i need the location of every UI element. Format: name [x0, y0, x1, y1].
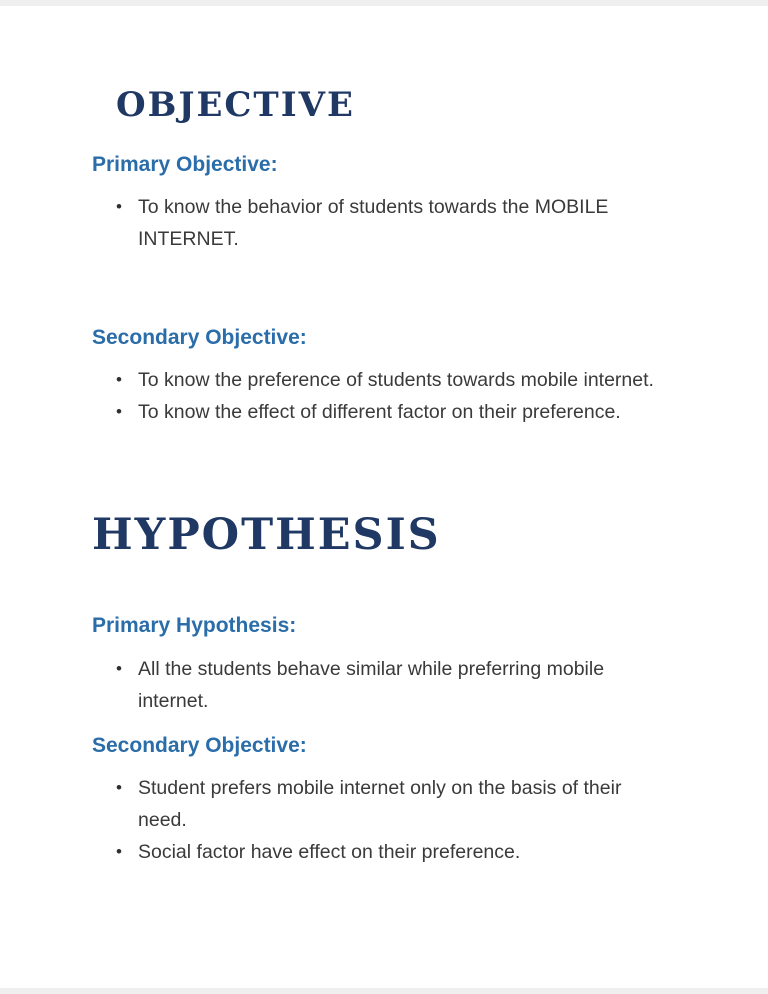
bullet-text: To know the preference of students towards mobile internet. [138, 369, 654, 392]
bullet-text: Social factor have effect on their preference. [138, 840, 521, 863]
bullet-text: Student prefers mobile internet only on the basis of their need. [138, 776, 622, 831]
bullet-text: To know the behavior of students towards the MOBILE INTERNET. [138, 196, 609, 251]
bullet-icon: • [116, 370, 122, 390]
bullet-list-primary-objective [92, 191, 682, 255]
section-heading-hypothesis: HYPOTHESIS [92, 510, 441, 561]
bullet-icon: • [116, 402, 122, 422]
list-item [92, 396, 672, 428]
subheading-primary-hypothesis: Primary Hypothesis: [92, 614, 297, 638]
subheading-primary-objective: Primary Objective: [92, 153, 278, 176]
bullet-icon: • [116, 197, 122, 217]
list-item [92, 836, 672, 868]
bullet-icon: • [116, 841, 122, 861]
list-item [92, 653, 672, 717]
bullet-list-secondary-objective [92, 364, 682, 428]
subheading-secondary-objective: Secondary Objective: [92, 326, 307, 350]
list-item [92, 772, 672, 836]
document-content [0, 6, 768, 898]
bullet-list-secondary-objective-2 [92, 772, 682, 868]
list-item [92, 364, 672, 396]
list-item [92, 191, 672, 255]
bullet-list-primary-hypothesis [92, 653, 682, 717]
bullet-text: To know the effect of different factor on their preference. [138, 401, 621, 424]
subheading-secondary-objective-2: Secondary Objective: [92, 733, 307, 757]
bullet-icon: • [116, 777, 122, 797]
bullet-text: All the students behave similar while preferring mobile internet. [138, 657, 605, 712]
section-heading-objective: OBJECTIVE [116, 85, 355, 125]
bullet-icon: • [116, 658, 122, 678]
